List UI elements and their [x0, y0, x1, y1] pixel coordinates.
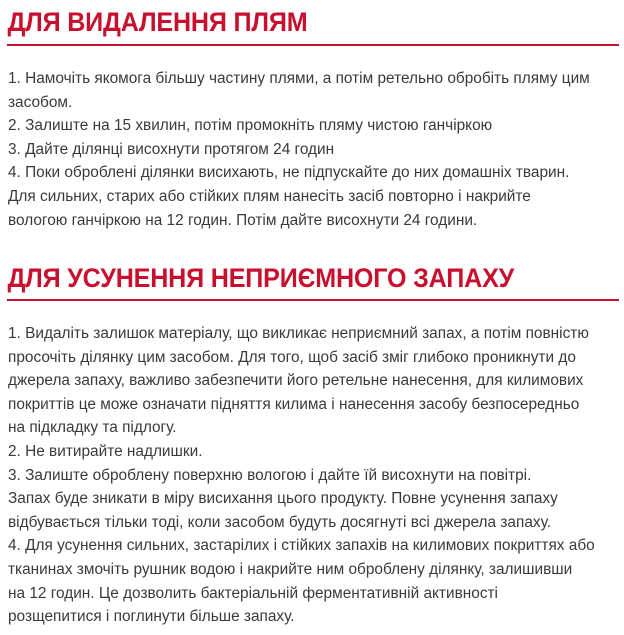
step-line: джерела запаху, важливо забезпечити його ретельне нанесення, для килимових	[8, 372, 584, 390]
step-line: тканинах змочіть рушник водою і накрийте ним оброблену ділянку, залишивши	[8, 560, 573, 578]
step-line: вологою ганчіркою на 12 годин. Потім дайте висохнути 24 години.	[8, 211, 478, 229]
step-line: 2. Не витирайте надлишки.	[8, 442, 203, 460]
step-line: 4. Поки оброблені ділянки висихають, не підпускайте до них домашніх тварин.	[8, 164, 570, 182]
step-line: Для сильних, старих або стійких плям нанесіть засіб повторно і накрийте	[8, 187, 531, 205]
step-line: Запах буде зникати в міру висихання цього продукту. Повне усунення запаху	[8, 490, 558, 508]
step-line: покриттів це може означати підняття килима і нанесення засобу безпосередньо	[8, 395, 580, 413]
odor-removal-heading: ДЛЯ УСУНЕННЯ НЕПРИЄМНОГО ЗАПАХУ	[7, 263, 515, 293]
stain-step-1	[8, 67, 624, 114]
stain-step-4	[8, 161, 624, 232]
stain-removal-section	[0, 0, 624, 232]
odor-step-3	[8, 464, 624, 535]
odor-step-2	[8, 440, 624, 464]
step-line: 1. Видаліть залишок матеріалу, що викликає неприємний запах, а потім повністю	[8, 325, 589, 342]
step-line: на підкладку та підлогу.	[8, 419, 177, 437]
stain-step-2	[8, 114, 624, 138]
odor-removal-steps	[0, 322, 624, 629]
step-line: 1. Намочіть якомога більшу частину плями, а потім ретельно обробіть пляму цим	[8, 70, 590, 87]
stain-removal-steps	[0, 67, 624, 232]
odor-step-1	[8, 322, 624, 440]
odor-step-4	[8, 534, 624, 628]
stain-removal-divider	[7, 44, 619, 46]
odor-removal-section	[0, 258, 624, 629]
stain-removal-heading: ДЛЯ ВИДАЛЕННЯ ПЛЯМ	[7, 7, 308, 37]
step-line: просочіть ділянку цим засобом. Для того, щоб засіб зміг глибоко проникнути до	[8, 348, 576, 366]
step-line: 4. Для усунення сильних, застарілих і стійких запахів на килимових покриттях або	[8, 537, 595, 555]
step-line: відбувається тільки тоді, коли засобом будуть досягнуті всі джерела запаху.	[8, 513, 552, 531]
step-line: 3. Дайте ділянці висохнути протягом 24 годин	[8, 140, 335, 158]
step-line: засобом.	[8, 93, 73, 111]
odor-removal-divider	[7, 299, 619, 301]
step-line: 2. Залиште на 15 хвилин, потім промокніть пляму чистою ганчіркою	[8, 117, 493, 135]
step-line: 3. Залиште оброблену поверхню вологою і дайте їй висохнути на повітрі.	[8, 466, 532, 484]
stain-step-3	[8, 138, 624, 162]
step-line: на 12 годин. Це дозволить бактеріальній ферментативній активності	[8, 584, 498, 602]
step-line: розщепитися і поглинути більше запаху.	[8, 608, 295, 626]
